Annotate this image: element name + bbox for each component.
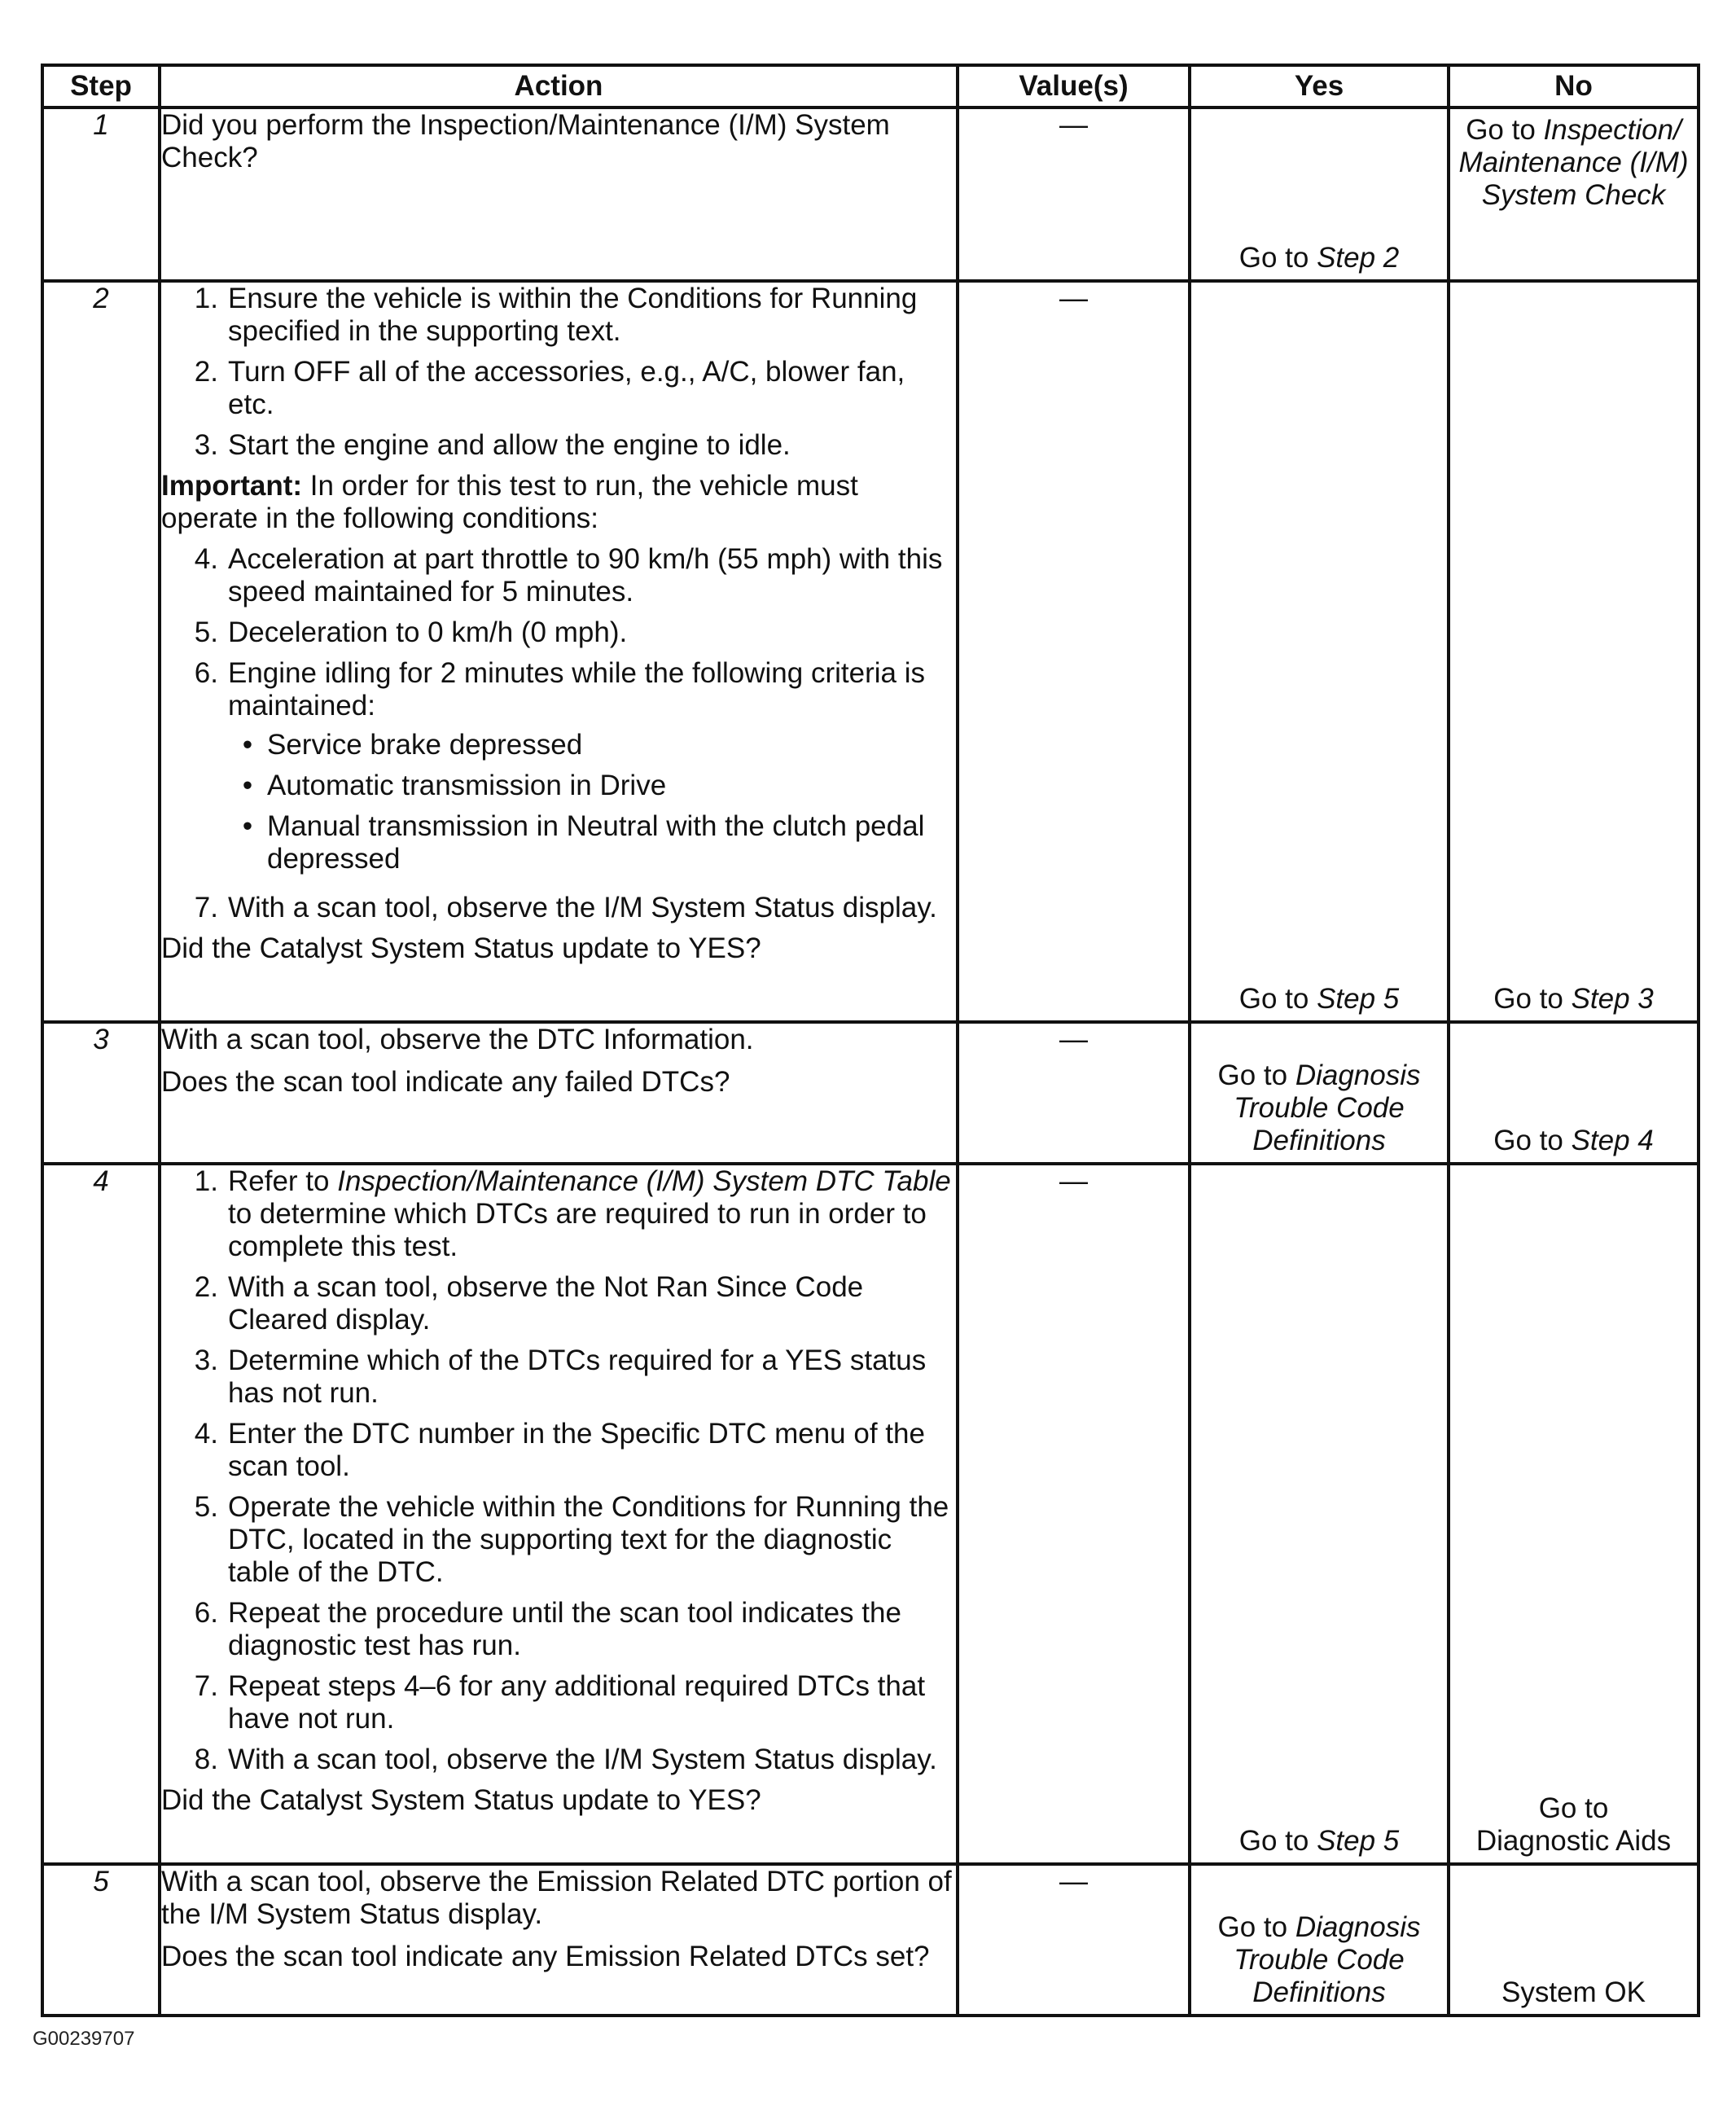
step-number: 4 xyxy=(42,1164,160,1864)
action-cell xyxy=(160,107,958,281)
no-link[interactable]: Go to Diagnostic Aids xyxy=(1475,1792,1672,1857)
action-question: Did the Catalyst System Status update to YES? xyxy=(161,932,761,964)
yes-link[interactable]: Step 5 xyxy=(1317,983,1400,1015)
header-no: No xyxy=(1449,65,1699,107)
list-item: 6. Engine idling for 2 minutes while the following criteria is maintained: • Service brake depressed • Automatic transmission in Drive • Manual transmission in Neutral with the clutch pedal depressed xyxy=(161,657,956,884)
bullet-item: • Automatic transmission in Drive xyxy=(242,770,667,801)
yes-link[interactable]: Step 5 xyxy=(1317,1825,1400,1857)
value-cell: — xyxy=(958,107,1190,281)
step-number: 3 xyxy=(42,1022,160,1164)
step-number: 2 xyxy=(42,281,160,1022)
action-question: Did you perform the Inspection/Maintenance (I/M) System Check? xyxy=(161,109,890,173)
header-row xyxy=(42,65,1699,107)
action-instruction: With a scan tool, observe the Emission Related DTC portion of the I/M System Status display. xyxy=(161,1866,952,1930)
action-question: Did the Catalyst System Status update to YES? xyxy=(161,1784,761,1816)
list-item: 4. Acceleration at part throttle to 90 km/h (55 mph) with this speed maintained for 5 minutes. xyxy=(194,543,943,608)
list-item: 5. Deceleration to 0 km/h (0 mph). xyxy=(194,616,628,648)
list-item: 2. Turn OFF all of the accessories, e.g., A/C, blower fan, etc. xyxy=(194,356,905,420)
action-cell xyxy=(160,1864,958,2016)
list-item: 7. With a scan tool, observe the I/M System Status display. xyxy=(194,892,937,923)
list-item: 3. Start the engine and allow the engine to idle. xyxy=(194,429,791,461)
value-cell: — xyxy=(958,1164,1190,1864)
table-row xyxy=(42,1864,1699,2016)
table-row xyxy=(42,281,1699,1022)
list-item: 1. Ensure the vehicle is within the Conditions for Running specified in the supporting text. xyxy=(194,283,918,347)
no-link[interactable]: Step 3 xyxy=(1571,983,1654,1015)
no-cell: Go to Step 3 xyxy=(1449,281,1699,1022)
table-row xyxy=(42,1022,1699,1164)
yes-cell: Go to Diagnosis Trouble Code Definitions xyxy=(1190,1022,1449,1164)
header-values: Value(s) xyxy=(958,65,1190,107)
yes-prefix: Go to xyxy=(1238,242,1317,274)
dtc-table-link[interactable]: Inspection/Maintenance (I/M) System DTC Table xyxy=(337,1165,951,1197)
list-item: 7. Repeat steps 4–6 for any additional required DTCs that have not run. xyxy=(194,1670,926,1735)
yes-link[interactable]: Step 2 xyxy=(1317,242,1400,274)
figure-id: G00239707 xyxy=(33,2028,135,2050)
no-cell xyxy=(1449,1864,1699,2016)
step-number: 5 xyxy=(42,1864,160,2016)
value-cell: — xyxy=(958,281,1190,1022)
procedure-list xyxy=(161,1165,956,1776)
no-cell xyxy=(1449,1164,1699,1864)
no-link[interactable]: Inspection/ Maintenance (I/M) System Check xyxy=(1458,114,1689,211)
important-text: In order for this test to run, the vehicle must operate in the following conditions: xyxy=(161,470,858,534)
list-item: 6. Repeat the procedure until the scan tool indicates the diagnostic test has run. xyxy=(194,1597,901,1661)
step-number: 1 xyxy=(42,107,160,281)
yes-cell xyxy=(1190,107,1449,281)
table-row xyxy=(42,1164,1699,1864)
value-cell: — xyxy=(958,1864,1190,2016)
no-cell xyxy=(1449,107,1699,281)
header-step: Step xyxy=(42,65,160,107)
action-cell xyxy=(160,281,958,1022)
list-item: 3. Determine which of the DTCs required for a YES status has not run. xyxy=(194,1345,927,1409)
no-result: System OK xyxy=(1501,1976,1646,2008)
yes-cell: Go to Step 5 xyxy=(1190,1164,1449,1864)
important-note xyxy=(161,470,956,535)
list-item: 4. Enter the DTC number in the Specific DTC menu of the scan tool. xyxy=(194,1418,925,1482)
action-instruction: With a scan tool, observe the DTC Information. xyxy=(161,1024,754,1055)
header-action: Action xyxy=(160,65,958,107)
bullet-item: • Manual transmission in Neutral with the clutch pedal depressed xyxy=(242,810,925,875)
diagnostic-table xyxy=(41,64,1700,2017)
criteria-list xyxy=(228,729,956,875)
action-cell xyxy=(160,1164,958,1864)
table-row xyxy=(42,107,1699,281)
yes-link[interactable]: Diagnosis Trouble Code Definitions xyxy=(1234,1911,1421,2008)
no-link[interactable]: Step 4 xyxy=(1571,1125,1654,1156)
no-cell: Go to Step 4 xyxy=(1449,1022,1699,1164)
value-cell: — xyxy=(958,1022,1190,1164)
action-cell xyxy=(160,1022,958,1164)
header-yes: Yes xyxy=(1190,65,1449,107)
action-question: Does the scan tool indicate any failed DTCs? xyxy=(161,1066,730,1098)
bullet-item: • Service brake depressed xyxy=(242,729,583,761)
no-prefix: Go to xyxy=(1466,114,1544,146)
list-item: 8. With a scan tool, observe the I/M System Status display. xyxy=(194,1744,937,1775)
yes-link[interactable]: Diagnosis Trouble Code Definitions xyxy=(1234,1059,1421,1156)
yes-cell: Go to Step 5 xyxy=(1190,281,1449,1022)
action-question: Does the scan tool indicate any Emission Related DTCs set? xyxy=(161,1941,930,1972)
procedure-list xyxy=(161,283,956,462)
list-item: 1. Refer to Inspection/Maintenance (I/M) System DTC Table to determine which DTCs are required to run in order to complete this test. xyxy=(194,1165,951,1262)
yes-cell: Go to Diagnosis Trouble Code Definitions xyxy=(1190,1864,1449,2016)
list-item: 2. With a scan tool, observe the Not Ran Since Code Cleared display. xyxy=(194,1271,864,1336)
list-item: 5. Operate the vehicle within the Conditions for Running the DTC, located in the supporting text for the diagnostic table of the DTC. xyxy=(194,1491,949,1588)
procedure-list xyxy=(161,543,956,924)
important-label: Important: xyxy=(161,470,303,502)
